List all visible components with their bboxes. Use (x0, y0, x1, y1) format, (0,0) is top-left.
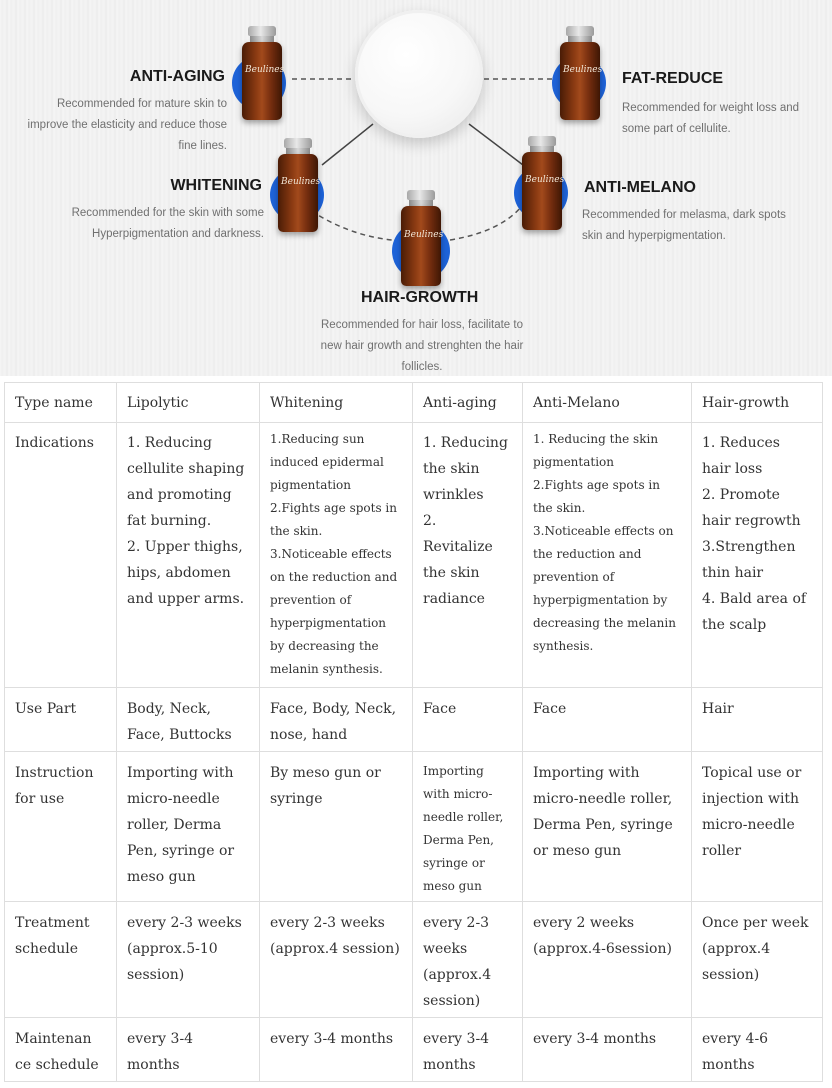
table-cell: every 3-4 months (260, 1018, 413, 1082)
desc-anti-aging: Recommended for mature skin to improve the elasticity and reduce those fine lines. (27, 98, 227, 152)
table-cell: Importing with micro-needle roller, Derma Pen, syringe or meso gun (117, 752, 260, 902)
table-cell: Once per week (approx.4 session) (692, 902, 823, 1018)
desc-whitening: Recommended for the skin with some Hyperpigmentation and darkness. (71, 207, 264, 240)
vial-brand-label: Beulines (525, 175, 565, 186)
table-cell: every 3-4 months (523, 1018, 692, 1082)
table-cell: Topical use or injection with micro-needle roller (692, 752, 823, 902)
table-cell: every 4-6 months (692, 1018, 823, 1082)
table-cell: By meso gun or syringe (260, 752, 413, 902)
table-cell: every 3-4 months (413, 1018, 523, 1082)
vial-anti-aging (232, 26, 292, 122)
table-cell: Importing with micro- needle roller, Derma Pen, syringe or meso gun (413, 752, 523, 902)
vial-brand-label: Beulines (281, 177, 321, 188)
table-cell: 1.Reducing sun induced epidermal pigmentation 2.Fights age spots in the skin. 3.Noticeable effects on the reduction and prevention of hyperpigmentation by decreasing the melanin synthesis. (260, 423, 413, 688)
title-anti-melano: ANTI-MELANO (584, 179, 696, 196)
header-cell: Lipolytic (117, 383, 260, 423)
product-infographic (0, 0, 832, 376)
header-cell: Type name (5, 383, 117, 423)
center-disc (355, 10, 483, 138)
vial-fat-reduce (548, 26, 608, 122)
title-whitening: WHITENING (170, 177, 262, 194)
table-row-treatment (5, 902, 823, 1018)
table-cell: every 2-3 weeks (approx.5-10 session) (117, 902, 260, 1018)
vial-whitening (268, 138, 328, 234)
table-cell: every 2 weeks (approx.4-6session) (523, 902, 692, 1018)
table-header-row (5, 383, 823, 423)
row-label: Indications (5, 423, 117, 688)
row-label: Treatment schedule (5, 902, 117, 1018)
table-row-maintenance (5, 1018, 823, 1082)
title-hair-growth: HAIR-GROWTH (361, 289, 479, 306)
row-label: Use Part (5, 688, 117, 752)
header-cell: Anti-aging (413, 383, 523, 423)
header-cell: Anti-Melano (523, 383, 692, 423)
desc-fat-reduce: Recommended for weight loss and some part of cellulite. (622, 102, 800, 135)
table-cell: 1. Reducing cellulite shaping and promoting fat burning. 2. Upper thighs, hips, abdomen and upper arms. (117, 423, 260, 688)
table-cell: 1. Reducing the skin wrinkles 2. Revitalize the skin radiance (413, 423, 523, 688)
row-label: Maintenan ce schedule (5, 1018, 117, 1082)
vial-hair-growth (390, 190, 452, 288)
vial-anti-melano (512, 136, 572, 232)
desc-anti-melano: Recommended for melasma, dark spots skin and hyperpigmentation. (582, 209, 786, 242)
vial-brand-label: Beulines (563, 65, 603, 76)
title-anti-aging: ANTI-AGING (129, 68, 225, 85)
row-label: Instruction for use (5, 752, 117, 902)
table-cell: Face (523, 688, 692, 752)
table-cell: every 2-3 weeks (approx.4 session) (413, 902, 523, 1018)
title-fat-reduce: FAT-REDUCE (622, 70, 724, 87)
table-cell: every 3-4 months (117, 1018, 260, 1082)
table-row-use-part (5, 688, 823, 752)
table-cell: 1. Reducing the skin pigmentation 2.Fights age spots in the skin. 3.Noticeable effects on the reduction and prevention of hyperpigmentation by decreasing the melanin synthesis. (523, 423, 692, 688)
vial-brand-label: Beulines (245, 65, 285, 76)
table-row-instruction (5, 752, 823, 902)
table-row-indications (5, 423, 823, 688)
table-cell: Face (413, 688, 523, 752)
vial-brand-label: Beulines (404, 230, 444, 240)
desc-hair-growth: Recommended for hair loss, facilitate to new hair growth and strenghten the hair follicles. (320, 319, 524, 373)
product-comparison-table (4, 382, 823, 1082)
table-cell: Hair (692, 688, 823, 752)
table-cell: Face, Body, Neck, nose, hand (260, 688, 413, 752)
table-cell: Body, Neck, Face, Buttocks (117, 688, 260, 752)
table-cell: every 2-3 weeks (approx.4 session) (260, 902, 413, 1018)
header-cell: Whitening (260, 383, 413, 423)
header-cell: Hair-growth (692, 383, 823, 423)
table-cell: 1. Reduces hair loss 2. Promote hair regrowth 3.Strengthen thin hair 4. Bald area of the scalp (692, 423, 823, 688)
table-cell: Importing with micro-needle roller, Derma Pen, syringe or meso gun (523, 752, 692, 902)
